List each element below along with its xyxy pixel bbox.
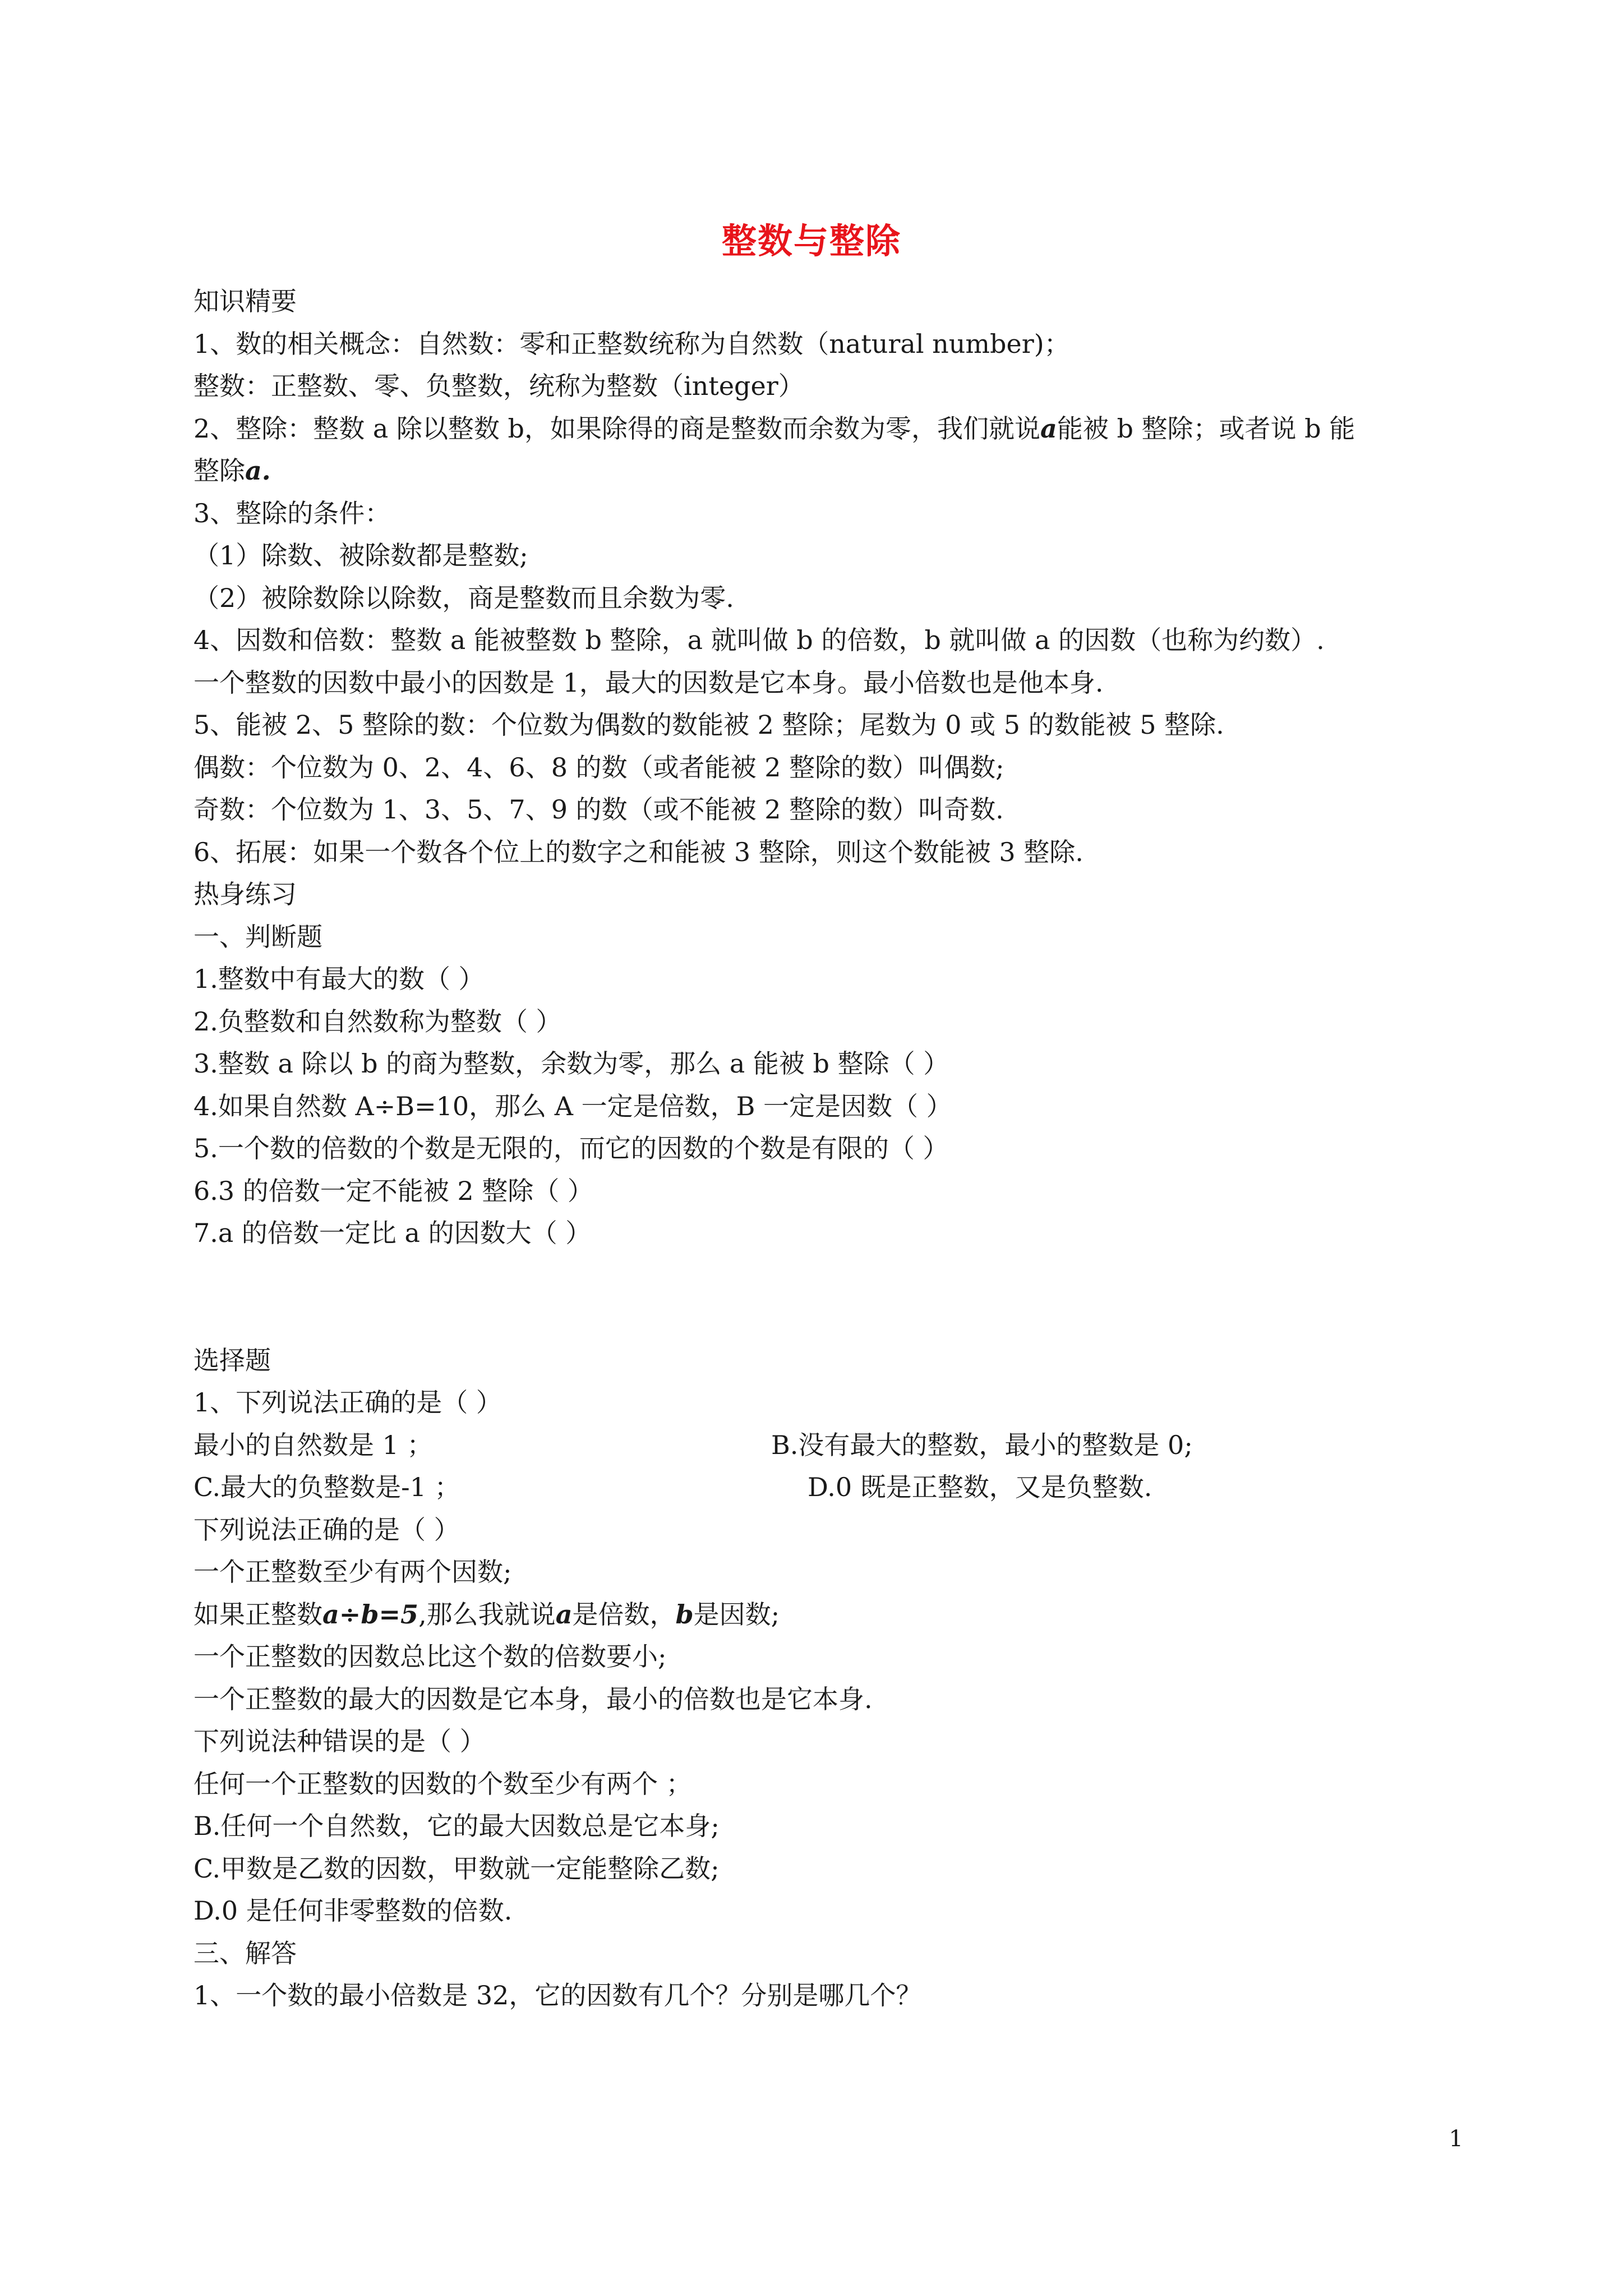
section-heading-knowledge: 知识精要 <box>193 286 297 316</box>
choice-option: 一个正整数的因数总比这个数的倍数要小; <box>193 1641 667 1672</box>
tf-question: 1.整数中有最大的数（ ） <box>193 964 485 994</box>
paragraph: 整数：正整数、零、负整数，统称为整数（integer） <box>193 371 804 401</box>
paragraph: （2）被除数除以除数，商是整数而且余数为零. <box>193 582 734 613</box>
math-expression: a÷b=5 <box>322 1599 419 1630</box>
tf-question: 3.整数 a 除以 b 的商为整数，余数为零，那么 a 能被 b 整除（ ） <box>193 1048 949 1079</box>
math-variable: a <box>555 1599 573 1630</box>
paragraph <box>193 408 1495 450</box>
math-variable: a. <box>245 455 271 486</box>
paragraph: 4、因数和倍数：整数 a 能被整数 b 整除，a 就叫做 b 的倍数，b 就叫做 a 的因数（也称为约数）. <box>193 625 1325 655</box>
spacer <box>193 1255 1495 1340</box>
document-title: 整数与整除 <box>721 220 901 261</box>
paragraph <box>193 450 1495 493</box>
text-span: 整除 <box>193 455 245 486</box>
choice-option: C.最大的负整数是-1 ； <box>193 1472 460 1502</box>
choice-options-row <box>193 1466 1495 1509</box>
section-heading-choice: 选择题 <box>193 1345 271 1375</box>
choice-option: 一个正整数至少有两个因数; <box>193 1557 512 1587</box>
choice-question: 1、下列说法正确的是（ ） <box>193 1387 502 1418</box>
choice-option: 一个正整数的最大的因数是它本身，最小的倍数也是它本身. <box>193 1683 873 1714</box>
document-body <box>193 280 1495 2017</box>
text-span: 是倍数， <box>572 1599 676 1630</box>
text-span: ,那么我就说 <box>418 1599 556 1630</box>
text-span: 是因数; <box>693 1599 780 1630</box>
math-variable: a <box>1040 413 1057 444</box>
paragraph: 6、拓展：如果一个数各个位上的数字之和能被 3 整除，则这个数能被 3 整除. <box>193 836 1083 867</box>
paragraph: 一个整数的因数中最小的因数是 1，最大的因数是它本身。最小倍数也是他本身. <box>193 667 1104 698</box>
section-heading-true-false: 一、判断题 <box>193 921 322 952</box>
text-span: 能被 b 整除；或者说 b 能 <box>1057 413 1355 444</box>
math-variable: b <box>675 1599 694 1630</box>
paragraph: （1）除数、被除数都是整数; <box>193 540 528 570</box>
choice-option: B.没有最大的整数，最小的整数是 0; <box>771 1429 1193 1460</box>
choice-option: C.甲数是乙数的因数，甲数就一定能整除乙数; <box>193 1853 720 1884</box>
tf-question: 5.一个数的倍数的个数是无限的，而它的因数的个数是有限的（ ） <box>193 1133 949 1163</box>
choice-option: D.0 是任何非零整数的倍数. <box>193 1895 513 1926</box>
section-heading-warmup: 热身练习 <box>193 879 297 909</box>
choice-option <box>193 1594 1495 1636</box>
section-heading-answer: 三、解答 <box>193 1938 297 1968</box>
tf-question: 2.负整数和自然数称为整数（ ） <box>193 1006 562 1037</box>
text-span: 如果正整数 <box>193 1599 322 1630</box>
choice-option: 任何一个正整数的因数的个数至少有两个 ； <box>193 1768 692 1799</box>
paragraph: 偶数：个位数为 0、2、4、6、8 的数（或者能被 2 整除的数）叫偶数; <box>193 752 1004 783</box>
paragraph: 5、能被 2、5 整除的数：个位数为偶数的数能被 2 整除；尾数为 0 或 5 的数能被 5 整除. <box>193 710 1224 740</box>
answer-question: 1、一个数的最小倍数是 32，它的因数有几个？分别是哪几个？ <box>193 1980 922 2010</box>
tf-question: 7.a 的倍数一定比 a 的因数大（ ） <box>193 1218 592 1248</box>
choice-option: B.任何一个自然数，它的最大因数总是它本身; <box>193 1811 720 1841</box>
tf-question: 6.3 的倍数一定不能被 2 整除（ ） <box>193 1175 593 1206</box>
choice-question: 下列说法正确的是（ ） <box>193 1514 460 1545</box>
text-span: 2、整除：整数 a 除以整数 b，如果除得的商是整数而余数为零，我们就说 <box>193 413 1041 444</box>
choice-option: 最小的自然数是 1 ； <box>193 1429 433 1460</box>
paragraph: 3、整除的条件： <box>193 498 391 528</box>
choice-option: D.0 既是正整数，又是负整数. <box>808 1472 1152 1502</box>
paragraph: 1、数的相关概念：自然数：零和正整数统称为自然数（natural number)； <box>193 328 1070 359</box>
choice-question: 下列说法种错误的是（ ） <box>193 1726 486 1756</box>
paragraph: 奇数：个位数为 1、3、5、7、9 的数（或不能被 2 整除的数）叫奇数. <box>193 794 1004 825</box>
page-number: 1 <box>1449 2126 1463 2152</box>
tf-question: 4.如果自然数 A÷B=10，那么 A 一定是倍数，B 一定是因数（ ） <box>193 1091 952 1121</box>
choice-options-row <box>193 1424 1495 1467</box>
